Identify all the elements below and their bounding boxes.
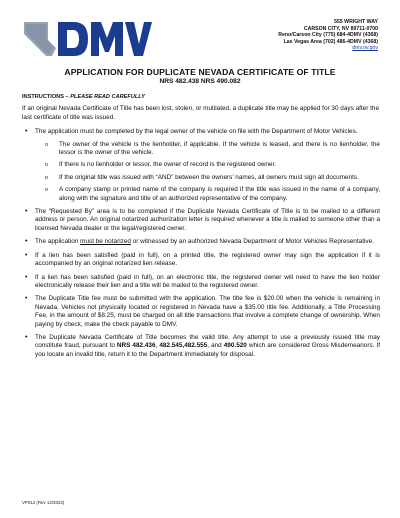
list-item: • The Duplicate Nevada Certificate of Title becomes the valid title. Any attempt to use a previously issued title may constitute fraud, pursuant to NRS 482.436, 482.545,482.555, and 490.520 which are considered Gross Misdemeanors. If you locate an invalid title, return it to the Department immediately for disposal. [22,334,380,359]
form-revision: VP012 (Rev 12/2023) [22,500,65,505]
logo-text: DMV [22,18,25,19]
phone-las-vegas: Las Vegas Area (702) 486-4DMV (4368) [283,38,378,45]
instructions-heading: INSTRUCTIONS – PLEASE READ CAREFULLY [22,94,145,100]
dmv-logo-graphic [22,18,152,58]
sub-list-item: o If the original title was issued with “AND” between the owners’ names, all owners must sign all documents. [35,174,380,182]
nrs-reference: NRS 482.436 [116,342,156,350]
sub-list [35,141,380,203]
address-line: CARSON CITY, NV 89711-0700 [303,25,378,32]
list-item: • The “Requested By” area is to be completed if the Duplicate Nevada Certificate of Title is to be mailed to a different address or person. An original notarized authorization letter is required whenever a title is mailed to someone other than a licensed Nevada dealer or the legal/registered owner. [22,208,380,233]
list-item: • If a lien has been satisfied (paid in full), on an electronic title, the registered owner will need to have the lien holder electronically release their lien and a title will be mailed to the registered owner. [22,274,380,291]
phone-reno: Reno/Carson City (775) 684-4DMV (4368) [278,32,378,39]
list-item: • The application must be completed by the legal owner of the vehicle on file with the Department of Motor Vehicles. o The owner of the vehicle is the lienholder, if applicable. If the vehicle is leased, and there is no lienholder, the lessor is the owner of the vehicle. o If there is no lienholder or lessor, the owner of record is the registered owner. o If the original title was issued with “AND” between the owners’ names, all owners must sign all documents. o A company stamp or printed name of the company is required if the title was issued in the name of a company, along with the signature and title of an authorized representative of the company. [22,128,380,203]
nrs-reference: 482.545,482.555 [159,342,208,350]
instruction-list [22,128,380,359]
instructions-section [22,93,380,364]
nrs-reference: 490.520 [223,342,247,350]
sub-list-item: o A company stamp or printed name of the company is required if the title was issued in the name of a company, along with the signature and title of an authorized representative of the company. [35,186,380,203]
sub-list-item: o The owner of the vehicle is the lienholder, if applicable. If the vehicle is leased, and there is no lienholder, the lessor is the owner of the vehicle. [35,141,380,158]
website-link[interactable]: dmv.nv.gov [352,45,378,52]
statute-references: NRS 482.438 NRS 490.082 [159,78,241,85]
address-block [278,19,378,52]
notarized-emphasis: must be notarized [80,238,131,246]
address-line: 555 WRIGHT WAY [334,19,378,25]
list-item: • If a lien has been satisfied (paid in full), on a printed title, the registered owner may sign the application if it is accompanied by an original notarized lien release. [22,252,380,269]
sub-list-item: o If there is no lienholder or lessor, the owner of record is the registered owner. [35,161,380,169]
list-item: • The Duplicate Title fee must be submitted with the application. The title fee is $20.00 when the vehicle is remaining in Nevada. Vehicles not physically located or registered in Nevada have a $35.00 title fee. Additionally, a Title Processing Fee, in the amount of $8.25, must be charged on all title transactions that involve a complete change of ownership. When paying by check, make the check payable to DMV. [22,295,380,329]
intro-paragraph: If an original Nevada Certificate of Title has been lost, stolen, or mutilated, a duplicate title may be applied for 30 days after the last certificate of title was issued. [22,105,380,121]
dmv-logo [22,18,152,58]
form-title: APPLICATION FOR DUPLICATE NEVADA CERTIFICATE OF TITLE [64,67,336,77]
list-item: • The application must be notarized or witnessed by an authorized Nevada Department of Motor Vehicles Representative. [22,238,380,246]
